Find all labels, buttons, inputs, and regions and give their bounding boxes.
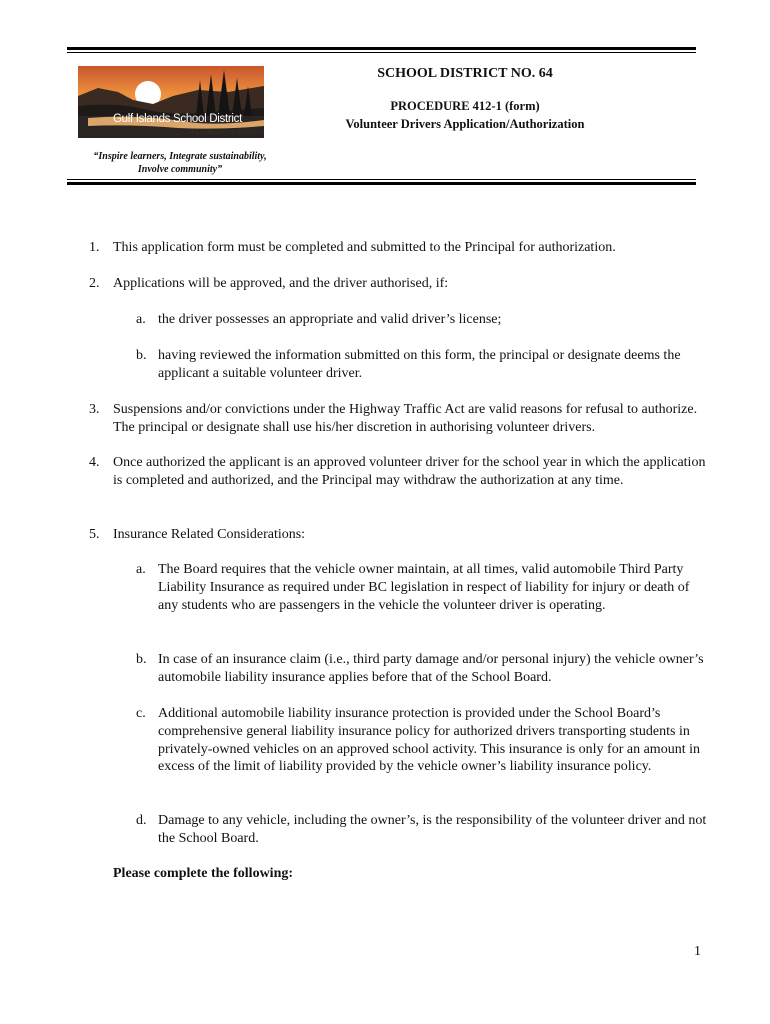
sub-list-item xyxy=(136,561,708,614)
district-heading: SCHOOL DISTRICT NO. 64 xyxy=(377,66,553,81)
sub-item-letter: a. xyxy=(136,312,146,327)
logo-tagline: A Community of Learners xyxy=(190,128,263,136)
header-rule-bottom-thin xyxy=(67,179,696,180)
list-item xyxy=(89,275,709,293)
sub-item-letter: b. xyxy=(136,348,147,363)
sub-item-text: The Board requires that the vehicle owner maintain, at all times, valid automobile Third Party Liability Insurance as required under BC legislation in respect of liability for injury or death of any students who are passengers in the vehicle the volunteer driver is operating. xyxy=(158,562,690,613)
sub-list-item xyxy=(136,705,708,776)
list-item xyxy=(89,526,709,544)
sub-item-text: having reviewed the information submitted on this form, the principal or designate deems the applicant a suitable volunteer driver. xyxy=(158,348,681,381)
item-number: 1. xyxy=(89,240,100,255)
logo-name: Gulf Islands School District xyxy=(113,113,243,125)
form-title: Volunteer Drivers Application/Authorization xyxy=(345,117,585,131)
complete-following-heading: Please complete the following: xyxy=(113,866,294,881)
item-number: 5. xyxy=(89,527,100,542)
sub-list-item xyxy=(136,812,708,848)
sub-item-letter: d. xyxy=(136,813,147,828)
page-number: 1 xyxy=(694,944,701,959)
sub-item-text: the driver possesses an appropriate and valid driver’s license; xyxy=(158,312,502,327)
sub-item-letter: c. xyxy=(136,706,146,721)
list-item xyxy=(89,401,709,437)
header-rule-top-thin xyxy=(67,52,696,53)
sub-list-item xyxy=(136,311,708,329)
motto-line-1: “Inspire learners, Integrate sustainability, xyxy=(93,151,267,162)
item-number: 4. xyxy=(89,455,100,470)
item-text: Applications will be approved, and the driver authorised, if: xyxy=(113,276,449,291)
district-motto xyxy=(80,150,280,176)
sub-list-item xyxy=(136,347,708,383)
header-rule-bottom-thick xyxy=(67,182,696,185)
item-number: 3. xyxy=(89,402,100,417)
list-item xyxy=(89,239,709,257)
sub-item-letter: a. xyxy=(136,562,146,577)
sub-list-item xyxy=(136,651,708,687)
procedure-heading: PROCEDURE 412-1 (form) xyxy=(390,99,540,113)
header-rule-top-thick xyxy=(67,47,696,50)
item-number: 2. xyxy=(89,276,100,291)
sub-item-text: In case of an insurance claim (i.e., third party damage and/or personal injury) the vehicle owner’s automobile liability insurance applies before that of the School Board. xyxy=(158,652,704,685)
item-text: This application form must be completed and submitted to the Principal for authorization. xyxy=(113,240,616,255)
list-item xyxy=(89,454,709,490)
item-text: Insurance Related Considerations: xyxy=(113,527,306,542)
sub-item-text: Damage to any vehicle, including the owner’s, is the responsibility of the volunteer driver and not the School Board. xyxy=(158,813,707,846)
sub-item-letter: b. xyxy=(136,652,147,667)
item-text: Once authorized the applicant is an approved volunteer driver for the school year in which the application is completed and authorized, and the Principal may withdraw the authorization at any time. xyxy=(113,455,706,488)
sub-item-text: Additional automobile liability insurance protection is provided under the School Board’s comprehensive general liability insurance policy for authorized drivers transporting students in privately-owned vehicles on an approved school activity. This insurance is only for an amount in excess of the limit of liability provided by the vehicle owner’s liability insurance policy. xyxy=(158,706,700,775)
item-text: Suspensions and/or convictions under the Highway Traffic Act are valid reasons for refusal to authorize. The principal or designate shall use his/her discretion in authorising volunteer drivers. xyxy=(113,402,698,435)
motto-line-2: Involve community” xyxy=(137,164,223,175)
